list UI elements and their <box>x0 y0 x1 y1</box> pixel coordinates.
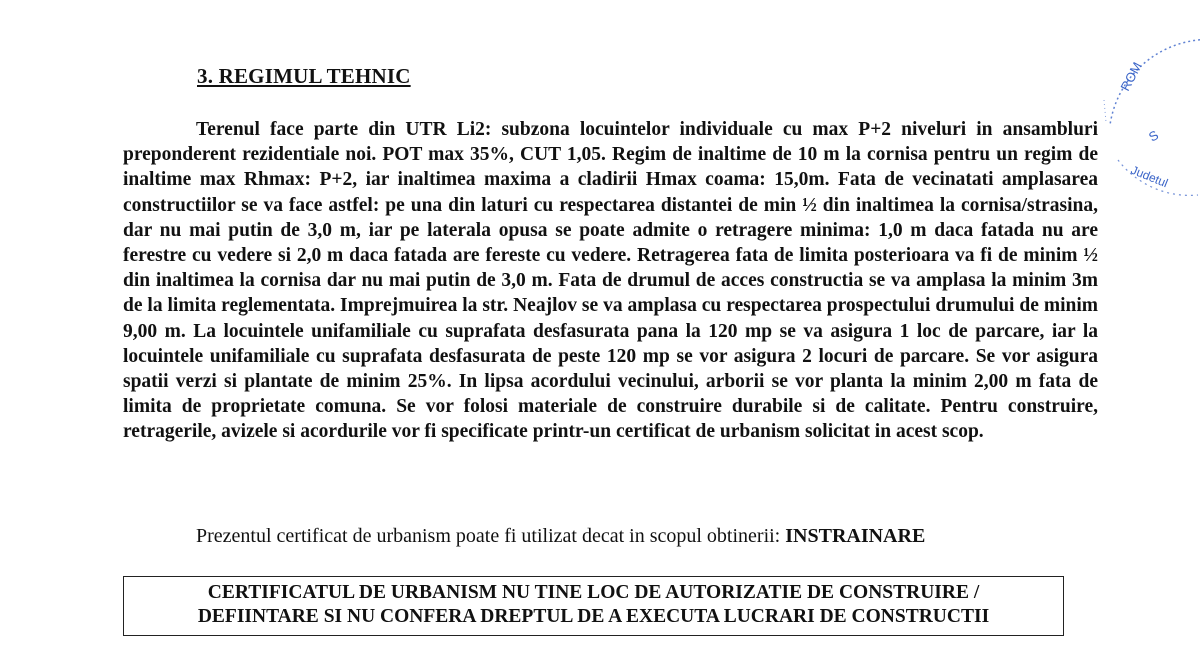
stamp-text-top: ROM <box>1117 59 1145 94</box>
notice-line-1: CERTIFICATUL DE URBANISM NU TINE LOC DE AUTORIZATIE DE CONSTRUIRE / <box>207 582 980 603</box>
stamp-text-mid: S <box>1146 127 1162 145</box>
notice-line-2: DEFIINTARE SI NU CONFERA DREPTUL DE A EXECUTA LUCRARI DE CONSTRUCTII <box>197 606 990 627</box>
stamp-seal-icon <box>1090 30 1200 210</box>
purpose-statement <box>196 525 925 548</box>
section-heading: 3. REGIMUL TEHNIC <box>197 64 411 88</box>
purpose-value: INSTRAINARE <box>785 525 926 547</box>
official-stamp-fragment <box>1090 30 1200 210</box>
technical-regime-paragraph: Terenul face parte din UTR Li2: subzona locuintelor individuale cu max P+2 niveluri in ansambluri preponderent rezidentiale noi. POT max 35%, CUT 1,05. Regim de inaltime de 10 m la cornisa pentru un regim de inaltime max Rhmax: P+2, iar inaltimea maxima a cladirii Hmax coama: 15,0m. Fata de vecinatati amplasarea constructiilor se va face astfel: pe una din laturi cu respectarea distantei de min ½ din inaltimea la cornisa/strasina, dar nu mai putin de 3,0 m, iar pe laterala opusa se poate admite o retragere minima: 1,0 m daca fatada nu are ferestre cu vedere si 2,0 m daca fatada are fereste cu vedere. Retragerea fata de limita posterioara va fi de minim ½ din inaltimea la cornisa dar nu mai putin de 3,0 m. Fata de drumul de acces constructia se va amplasa la minim 3m de la limita reglementata. Imprejmuirea la str. Neajlov se va amplasa cu respectarea prospectului drumului de minim 9,00 m. La locuintele unifamiliale cu suprafata desfasurata pana la 120 mp se va asigura 1 loc de parcare, iar la locuintele unifamiliale cu suprafata desfasurata de peste 120 mp se vor asigura 2 locuri de parcare. Se vor asigura spatii verzi si plantate de minim 25%. In lipsa acordului vecinului, arborii se vor planta la minim 2,00 m fata de limita de proprietate comuna. Se vor folosi materiale de construire durabile si de calitate. Pentru construire, retragerile, avizele si acordurile vor fi specificate printr-un certificat de urbanism solicitat in acest scop. <box>123 119 1098 443</box>
stamp-text-bottom: Judetul <box>1128 162 1171 191</box>
notice-box <box>123 576 1064 636</box>
purpose-text: Prezentul certificat de urbanism poate fi utilizat decat in scopul obtinerii: <box>196 525 786 547</box>
